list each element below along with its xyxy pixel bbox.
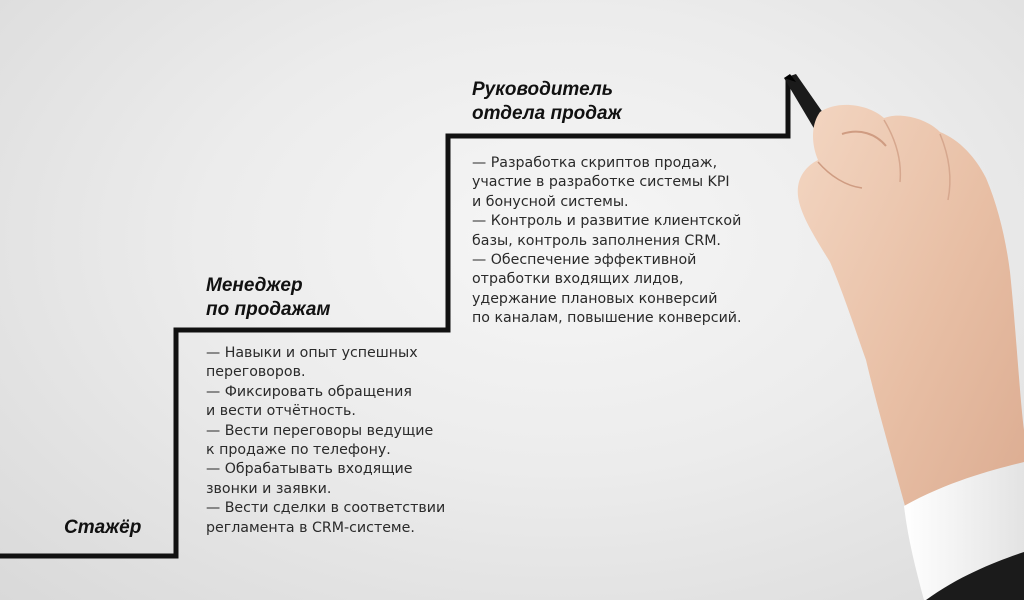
level-title-line: отдела продаж — [472, 103, 622, 124]
duty-line: к продаже по телефону. — [206, 442, 391, 459]
duty-line: регламента в CRM-системе. — [206, 519, 415, 536]
duty-line: — Контроль и развитие клиентской — [472, 213, 742, 230]
head-of-sales-duties-list — [472, 154, 742, 329]
duty-item — [206, 499, 445, 538]
duty-line: — Вести переговоры ведущие — [206, 422, 434, 439]
duty-line: отработки входящих лидов, — [472, 271, 684, 288]
duty-item — [472, 212, 742, 251]
duty-line: по каналам, повышение конверсий. — [472, 310, 742, 327]
duty-line: — Обеспечение эффективной — [472, 252, 697, 269]
duty-line: базы, контроль заполнения CRM. — [472, 232, 721, 249]
duty-line: звонки и заявки. — [206, 480, 332, 497]
duty-item — [206, 383, 445, 422]
duty-item — [472, 251, 742, 329]
duty-line: и бонусной системы. — [472, 193, 629, 210]
duty-item — [472, 154, 742, 212]
level-title-line: Руководитель — [472, 79, 613, 100]
level-title-intern — [64, 516, 141, 540]
duty-item — [206, 460, 445, 499]
duty-line: и вести отчётность. — [206, 403, 356, 420]
level-title-line: Менеджер — [206, 275, 303, 296]
duty-line: — Разработка скриптов продаж, — [472, 155, 718, 171]
level-title-sales-manager — [206, 274, 330, 322]
duty-line: удержание плановых конверсий — [472, 290, 718, 307]
duty-line: — Обрабатывать входящие — [206, 461, 413, 478]
sales-manager-duties-list — [206, 344, 445, 538]
level-title-head-of-sales — [472, 78, 622, 126]
duty-line: — Вести сделки в соответствии — [206, 500, 446, 517]
level-title-line: Стажёр — [64, 517, 142, 538]
level-title-line: по продажам — [206, 299, 331, 320]
duty-line: — Фиксировать обращения — [206, 383, 412, 400]
duty-item — [206, 422, 445, 461]
duty-line: участие в разработке системы KPI — [472, 174, 730, 191]
duty-item — [206, 344, 445, 383]
duty-line: переговоров. — [206, 364, 306, 381]
duty-line: — Навыки и опыт успешных — [206, 345, 418, 361]
